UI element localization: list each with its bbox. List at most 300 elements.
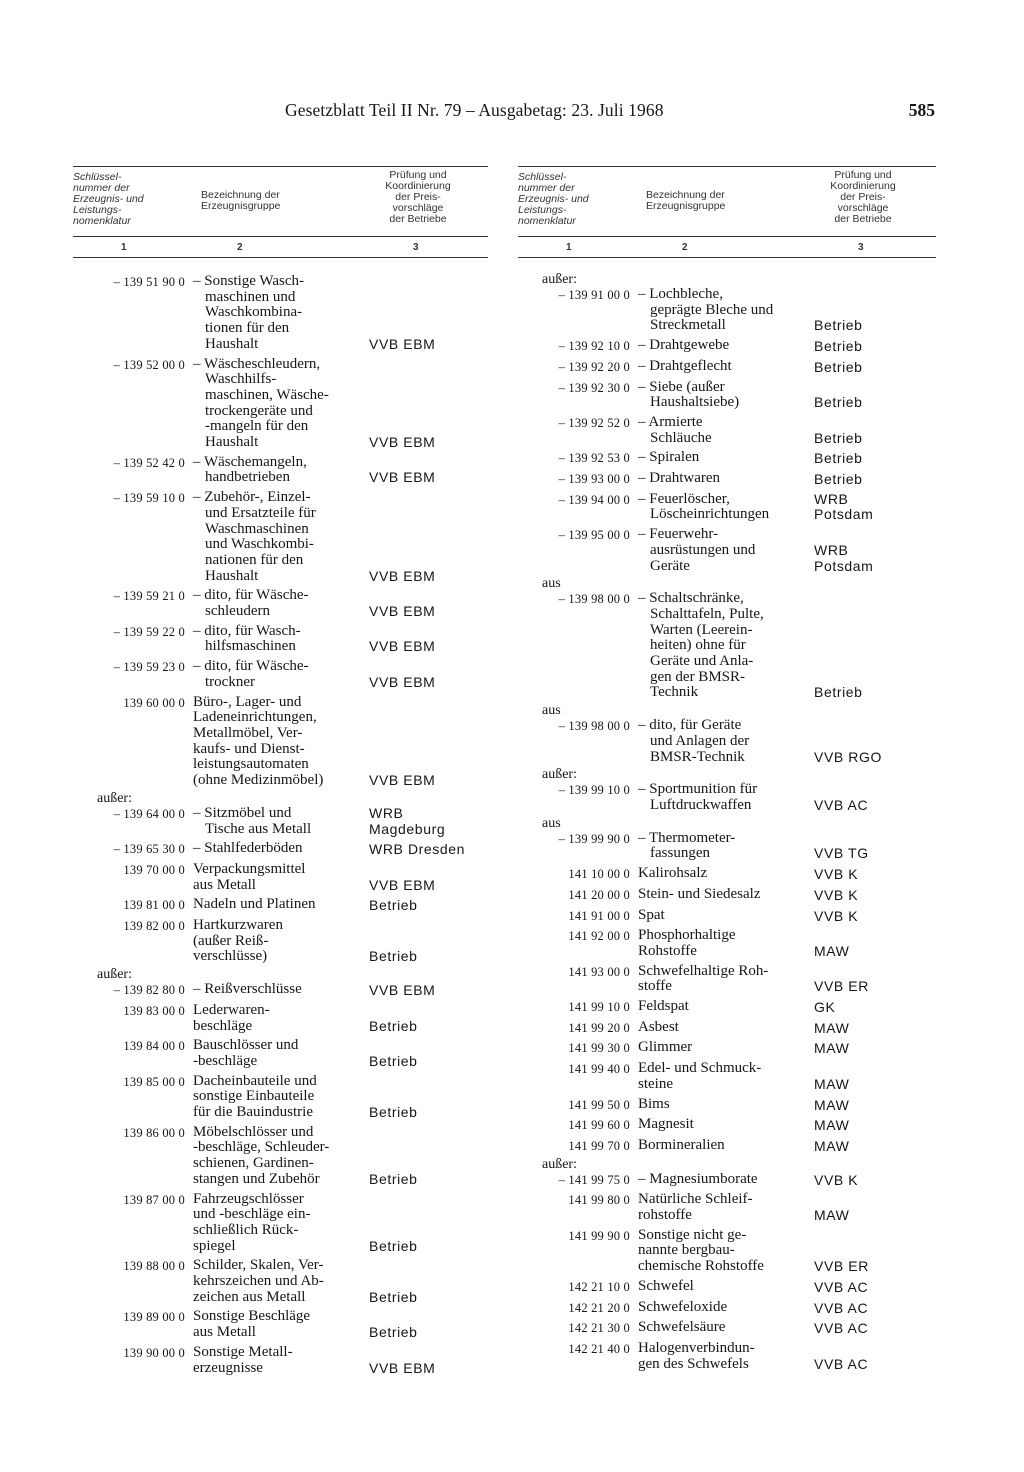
row-responsible-line: WRB [814,541,849,558]
row-code: 141 99 10 0 [568,1000,630,1015]
row-responsible-line: VVB AC [814,1320,869,1337]
row-responsible [810,318,936,334]
row-name-line: Magnesit [638,1116,694,1133]
table-row [518,1320,936,1337]
row-name-line: für die Bauindustrie [193,1104,313,1121]
row-code: 141 99 30 0 [568,1041,630,1056]
row-name [185,455,365,486]
row-responsible-line: VVB EBM [369,567,436,584]
row-name-line: – Drahtgeflecht [638,357,732,374]
row-responsible [810,1098,936,1114]
row-responsible-line: VVB EBM [369,673,436,690]
row-name-line: Asbest [638,1018,679,1035]
row-name-line: maschinen und [205,288,296,305]
row-name-line: leistungsautomaten [193,756,309,773]
row-name-line: kehrszeichen und Ab- [193,1273,324,1290]
row-responsible-line: Betrieb [814,394,863,411]
table-row [518,338,936,355]
row-responsible-line: VVB EBM [369,876,436,893]
table-row [518,471,936,488]
row-code: 142 21 40 0 [568,1341,630,1356]
row-responsible [365,1105,488,1121]
row-responsible [810,1041,936,1057]
row-name [630,999,810,1015]
row-code: – 139 65 30 0 [113,842,185,857]
row-name [185,1258,365,1305]
row-responsible [810,1021,936,1037]
row-name [630,1061,810,1092]
table-row [73,1345,488,1376]
table-row [73,1038,488,1069]
row-name-line: Waschkombina- [205,304,303,321]
row-qualifier [73,967,488,982]
row-name-line: -mangeln für den [205,418,309,435]
row-name-line: fassungen [650,845,710,862]
row-responsible [810,360,936,376]
row-responsible [810,1000,936,1016]
row-name [630,1117,810,1133]
row-code: – 139 98 00 0 [558,719,630,734]
row-name-line: hilfsmaschinen [205,638,296,655]
table-row [73,695,488,789]
table-row [518,1138,936,1155]
header-rule-top [518,166,936,167]
row-responsible [810,867,936,883]
row-name-line: Schwefel [638,1277,694,1294]
row-responsible [810,451,936,467]
header-rule-top [73,166,488,167]
row-name-line: – dito, für Wäsche- [193,658,309,675]
row-name [185,695,365,789]
row-name-line: aus Metall [193,1324,256,1341]
table-row [518,492,936,523]
table-row [73,624,488,655]
row-name-line: Spat [638,906,665,923]
table-row [73,659,488,690]
row-name-line: – Spiralen [638,449,700,466]
row-name-line: Haushalt [205,335,259,352]
table-row [518,782,936,813]
table-row [73,862,488,893]
row-name-line: beschläge [193,1017,253,1034]
row-responsible [810,1259,936,1275]
table-row [518,866,936,883]
row-name [630,338,810,354]
row-name-line: Fahrzeugschlösser [193,1190,304,1207]
row-code: 139 88 00 0 [123,1259,185,1274]
table-row [73,841,488,858]
row-code: – 139 59 22 0 [113,624,185,639]
row-name [185,1074,365,1121]
row-code: 141 99 40 0 [568,1062,630,1077]
row-responsible [365,1361,488,1377]
header-col1: Schlüssel- nummer der Erzeugnis- und Leistungs- nomenklatur [73,171,144,227]
row-name-line: – Sonstige Wasch- [193,273,305,289]
row-name-line: aus Metall [193,876,256,893]
row-name [185,897,365,913]
row-responsible-line: WRB [369,804,404,821]
row-qualifier [518,1157,936,1172]
table-row [73,806,488,837]
row-code: – 139 59 21 0 [113,589,185,604]
table-row [73,490,488,584]
row-responsible [365,569,488,585]
row-responsible [365,842,488,858]
qualifier-text: aus [542,815,561,831]
row-code: 139 83 00 0 [123,1003,185,1018]
row-name-line: – Stahlfederböden [193,840,303,857]
row-name [630,471,810,487]
row-responsible-line: VVB AC [814,1299,869,1316]
row-name-line: stoffe [638,978,672,995]
row-name-line: Schwefeloxide [638,1298,728,1315]
row-name-line: Bims [638,1095,670,1112]
row-name [185,1345,365,1376]
row-qualifier [73,791,488,806]
row-code: 141 10 00 0 [568,867,630,882]
row-code: 139 86 00 0 [123,1125,185,1140]
row-responsible [810,909,936,925]
row-code: 141 99 90 0 [568,1228,630,1243]
row-name-line: trockengeräte und [205,402,313,419]
row-name [630,380,810,411]
row-name-line: Möbelschlösser und [193,1123,314,1140]
row-responsible [810,543,936,574]
row-name-line: Sonstige Beschläge [193,1308,311,1325]
row-name [185,1192,365,1255]
row-responsible [810,395,936,411]
row-name [630,527,810,574]
row-name-line: – Drahtgewebe [638,337,730,354]
row-name-line: Edel- und Schmuck- [638,1060,762,1077]
left-column-table [73,160,488,1376]
row-code: 141 99 60 0 [568,1118,630,1133]
row-name-line: Waschmaschinen [205,520,309,537]
row-name-line: Feldspat [638,998,689,1015]
row-name [630,1020,810,1036]
row-name-line: stangen und Zubehör [193,1170,320,1187]
row-code: 139 81 00 0 [123,898,185,913]
row-responsible [365,639,488,655]
table-row [518,1279,936,1296]
row-responsible-line: VVB EBM [369,772,436,789]
row-name [185,1125,365,1188]
row-name [185,1309,365,1340]
row-responsible-line: Betrieb [369,1237,418,1254]
row-name [185,274,365,353]
row-name [630,1341,810,1372]
row-name-line: Geräte und Anla- [650,653,754,670]
row-responsible-line: VVB AC [814,1278,869,1295]
left-rows [73,258,488,1376]
row-name-line: – Schaltschränke, [638,590,744,607]
row-code: – 139 92 10 0 [558,339,630,354]
header-num-3: 3 [858,242,864,253]
table-row [73,982,488,999]
row-responsible-line: VVB EBM [369,1359,436,1376]
row-name [630,831,810,862]
row-responsible [810,798,936,814]
row-code: 142 21 10 0 [568,1279,630,1294]
row-name [630,1138,810,1154]
row-name-line: ausrüstungen und [650,541,756,558]
table-row [518,887,936,904]
table-row [73,274,488,353]
row-name-line: Warten (Leerein- [650,621,753,638]
row-name-line: – Zubehör-, Einzel- [193,489,311,506]
row-responsible-line: MAW [814,942,850,959]
row-qualifier [518,576,936,591]
row-responsible-line: VVB RGO [814,748,882,765]
row-name [630,492,810,523]
table-row [73,1003,488,1034]
row-responsible [365,949,488,965]
row-code: 139 87 00 0 [123,1192,185,1207]
row-code: – 139 59 23 0 [113,660,185,675]
table-row [73,1309,488,1340]
row-name-line: – Wäscheschleudern, [193,355,321,372]
row-qualifier [518,816,936,831]
row-code: 141 20 00 0 [568,887,630,902]
row-code: 141 99 50 0 [568,1097,630,1112]
header-col2: Bezeichnung der Erzeugnisgruppe [646,189,726,212]
table-row [518,1341,936,1372]
row-name-line: – Armierte [638,413,703,430]
row-name [630,1040,810,1056]
row-responsible [365,1239,488,1255]
row-name-line: zeichen aus Metall [193,1288,306,1305]
row-name-line: Metallmöbel, Ver- [193,724,303,741]
row-name-line: schleudern [205,603,270,620]
row-responsible [810,1077,936,1093]
row-code: 141 99 80 0 [568,1193,630,1208]
row-name [185,659,365,690]
row-responsible-line: Betrieb [814,450,863,467]
row-name [630,908,810,924]
table-row [518,1040,936,1057]
row-responsible [365,898,488,914]
row-responsible-line: Betrieb [814,684,863,701]
row-name-line: -beschläge [193,1052,258,1069]
row-responsible-line: VVB EBM [369,982,436,999]
row-responsible-line: VVB K [814,907,859,924]
row-name-line: Schilder, Skalen, Ver- [193,1257,324,1274]
row-name-line: und -beschläge ein- [193,1206,311,1223]
row-name-line: – Siebe (außer [638,378,725,395]
row-name [185,490,365,584]
row-responsible-line: Betrieb [814,471,863,488]
table-row [518,1020,936,1037]
row-responsible-line: VVB K [814,866,859,883]
row-responsible [365,1019,488,1035]
row-name-line: steine [638,1075,673,1092]
row-name-line: – Magnesiumborate [638,1170,758,1187]
table-row [73,588,488,619]
row-name-line: Hartkurzwaren [193,917,283,934]
table-row [73,357,488,451]
row-responsible-line: VVB AC [814,1355,869,1372]
row-code: – 139 93 00 0 [558,472,630,487]
row-name [630,359,810,375]
row-responsible-line: VVB AC [814,796,869,813]
row-name-line: Natürliche Schleif- [638,1191,753,1208]
row-name-line: trockner [205,673,255,690]
row-name-line: – Thermometer- [638,829,736,846]
table-row [518,359,936,376]
row-code: – 139 82 80 0 [113,983,185,998]
row-responsible [810,431,936,447]
row-name-line: Verpackungsmittel [193,860,306,877]
table-row [518,450,936,467]
table-row [73,1074,488,1121]
row-code: 139 60 00 0 [123,695,185,710]
row-name-line: Sonstige Metall- [193,1343,293,1360]
row-name-line: – Sportmunition für [638,781,758,798]
row-code: – 139 64 00 0 [113,806,185,821]
row-name-line: Schalttafeln, Pulte, [650,605,764,622]
row-name-line: rohstoffe [638,1207,692,1224]
row-responsible [810,1280,936,1296]
row-responsible-line: Betrieb [814,358,863,375]
row-name [630,928,810,959]
qualifier-text: aus [542,703,561,719]
row-code: – 139 92 53 0 [558,451,630,466]
row-responsible [365,1290,488,1306]
row-responsible-line: Betrieb [814,317,863,334]
row-name-line: Büro-, Lager- und [193,693,302,710]
header-col2: Bezeichnung der Erzeugnisgruppe [201,189,281,212]
row-responsible [810,1173,936,1189]
row-name-line: Nadeln und Platinen [193,896,316,913]
table-row [73,1192,488,1255]
qualifier-text: außer: [97,790,132,806]
row-responsible-line: Betrieb [369,948,418,965]
row-code: – 139 92 52 0 [558,415,630,430]
row-name-line: Dacheinbauteile und [193,1072,317,1089]
row-name-line: und Anlagen der [650,732,750,749]
row-name [185,806,365,837]
row-name-line: Glimmer [638,1039,693,1056]
row-name-line: Geräte [650,557,690,574]
table-row [518,831,936,862]
row-responsible [365,806,488,837]
row-code: 139 70 00 0 [123,862,185,877]
row-responsible-line: Potsdam [814,557,874,574]
row-name-line: kaufs- und Dienst- [193,740,305,757]
row-responsible [810,1321,936,1337]
table-row [518,964,936,995]
row-code: – 139 92 30 0 [558,380,630,395]
row-name [185,1038,365,1069]
header-rule-mid [73,236,488,237]
row-responsible-line: MAW [814,1075,850,1092]
row-name [630,1228,810,1275]
row-name-line: Löscheinrichtungen [650,506,770,523]
row-name-line: – dito, für Wasch- [193,622,301,639]
row-code: – 139 99 90 0 [558,831,630,846]
row-name-line: Phosphorhaltige [638,927,736,944]
row-name [630,782,810,813]
row-responsible [365,604,488,620]
qualifier-text: außer: [542,767,577,783]
row-name-line: Rohstoffe [638,942,697,959]
row-responsible-line: MAW [814,1207,850,1224]
table-row [73,918,488,965]
row-name-line: Schwefelhaltige Roh- [638,962,769,979]
row-responsible-line: VVB ER [814,978,869,995]
row-responsible-line: GK [814,999,836,1016]
row-name-line: erzeugnisse [193,1359,263,1376]
row-name [185,357,365,451]
row-responsible-line: MAW [814,1117,850,1134]
row-code: – 139 98 00 0 [558,592,630,607]
row-qualifier [518,767,936,782]
row-name [630,1320,810,1336]
table-row [518,1228,936,1275]
table-row [518,928,936,959]
header-col3: Prüfung und Koordinierung der Preis- vorschläge der Betriebe [385,169,451,225]
row-name-line: chemische Rohstoffe [638,1258,764,1275]
row-name-line: Stein- und Siedesalz [638,885,761,902]
row-code: – 139 91 00 0 [558,288,630,302]
row-name-line: Haushaltsiebe) [650,394,740,411]
table-header [518,160,936,258]
row-code: 141 99 20 0 [568,1020,630,1035]
row-responsible [810,1357,936,1373]
row-name-line: heiten) ohne für [650,637,746,654]
row-name-line: Luftdruckwaffen [650,796,752,813]
row-name-line: spiegel [193,1237,236,1254]
row-code: – 139 95 00 0 [558,528,630,543]
row-name-line: Tische aus Metall [205,820,312,837]
row-responsible-line: Magdeburg [369,820,446,837]
row-name-line: – dito, für Wäsche- [193,587,309,604]
table-row [518,380,936,411]
row-responsible-line: VVB EBM [369,335,436,352]
row-name-line: maschinen, Wäsche- [205,386,329,403]
row-responsible [365,983,488,999]
row-responsible-line: Betrieb [369,1324,418,1341]
row-code: 139 84 00 0 [123,1039,185,1054]
table-row [518,591,936,701]
row-name [630,1279,810,1295]
row-name [630,415,810,446]
row-responsible [810,846,936,862]
row-responsible-line: VVB TG [814,845,869,862]
row-name-line: (ohne Medizinmöbel) [193,772,324,789]
row-responsible [810,339,936,355]
row-responsible-line: Betrieb [369,1288,418,1305]
row-responsible-line: Betrieb [369,1104,418,1121]
row-code: – 139 94 00 0 [558,492,630,507]
row-name-line: Haushalt [205,567,259,584]
row-code: – 139 99 10 0 [558,783,630,798]
row-code: 139 82 00 0 [123,919,185,934]
header-num-3: 3 [413,242,419,253]
row-name [630,887,810,903]
row-name-line: (außer Reiß- [193,932,269,949]
row-name-line: – Wäschemangeln, [193,453,307,470]
table-row [518,1172,936,1189]
row-name [185,862,365,893]
row-responsible [810,492,936,523]
row-responsible-line: VVB EBM [369,638,436,655]
row-name-line: Sonstige nicht ge- [638,1226,747,1243]
table-row [518,1061,936,1092]
header-num-1: 1 [566,242,572,253]
row-responsible [810,1118,936,1134]
row-name-line: – Feuerwehr- [638,526,719,543]
